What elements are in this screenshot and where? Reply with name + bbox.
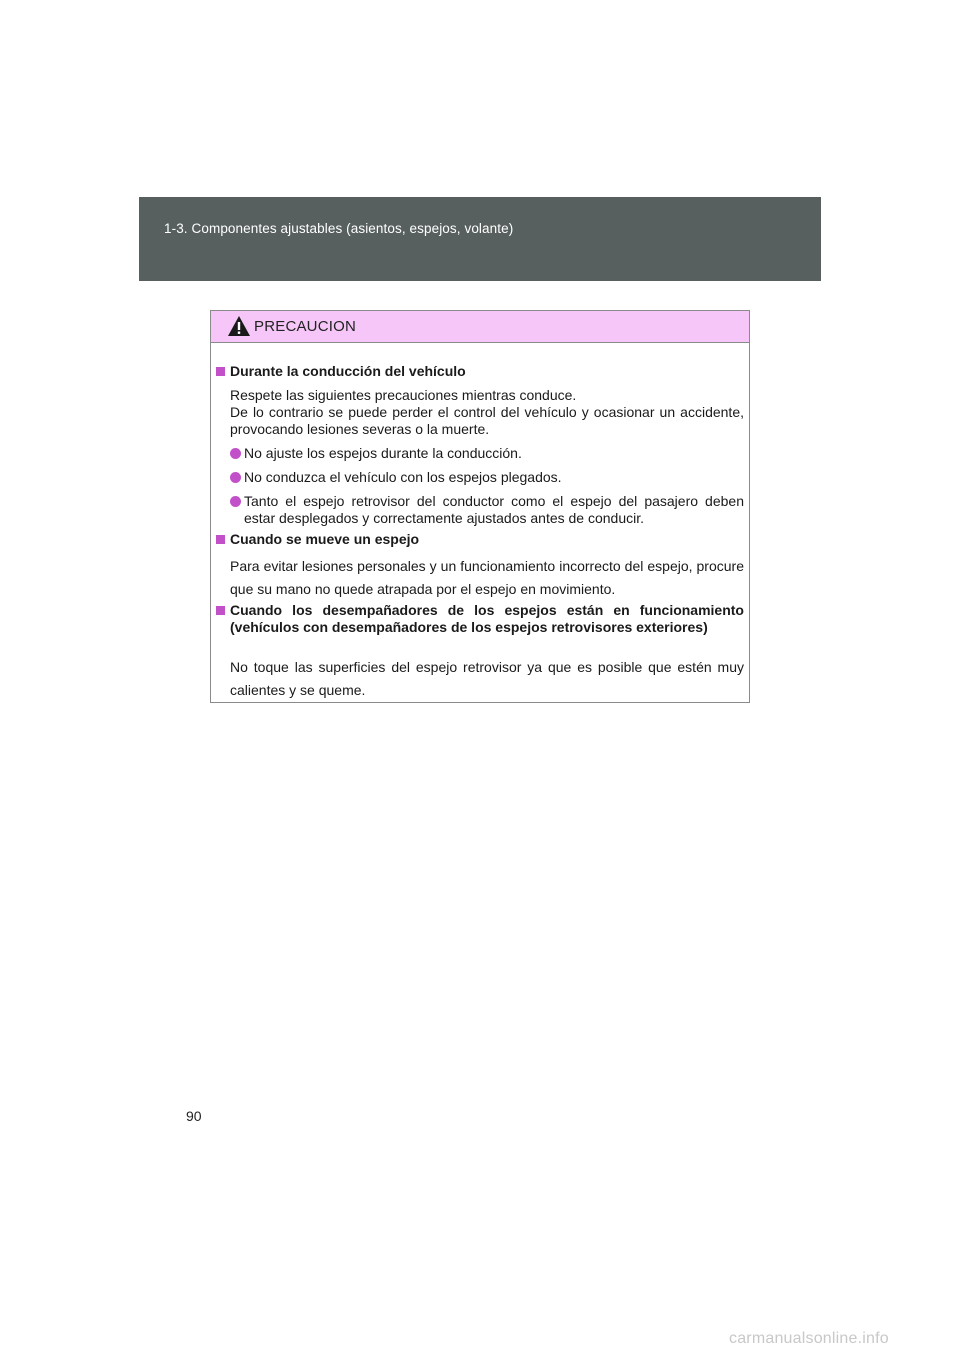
list-item — [230, 469, 744, 486]
driving-paragraph-1: Respete las siguientes precauciones mientras conduce. — [230, 387, 577, 403]
caution-box — [210, 310, 750, 703]
section-heading-driving: Durante la conducción del vehículo — [230, 363, 466, 379]
section-heading-moving-mirror: Cuando se mueve un espejo — [230, 531, 420, 547]
bullet-text: No ajuste los espejos durante la conducción. — [244, 445, 522, 461]
caution-header — [211, 311, 749, 343]
moving-mirror-paragraph: Para evitar lesiones personales y un funcionamiento incorrecto del espejo, procure que su mano no quede atrapada por el espejo en movimiento. — [230, 558, 744, 597]
defoggers-paragraph: No toque las superficies del espejo retrovisor ya que es posible que estén muy calientes y se queme. — [230, 659, 744, 698]
list-item — [230, 445, 744, 462]
square-bullet-icon — [216, 606, 225, 615]
section-title: 1-3. Componentes ajustables (asientos, espejos, volante) — [164, 221, 514, 236]
bullet-text: No conduzca el vehículo con los espejos plegados. — [244, 469, 562, 485]
bullet-text: Tanto el espejo retrovisor del conductor como el espejo del pasajero deben estar desplegados y correctamente ajustados antes de conducir. — [244, 493, 744, 526]
warning-triangle-icon — [227, 315, 251, 337]
watermark: carmanualsonline.info — [729, 1330, 889, 1347]
section-header-band — [139, 197, 821, 281]
driving-paragraph-2: De lo contrario se puede perder el control del vehículo y ocasionar un accidente, provocando lesiones severas o la muerte. — [230, 404, 744, 437]
round-bullet-icon — [230, 496, 241, 507]
round-bullet-icon — [230, 448, 241, 459]
section-heading-defoggers: Cuando los desempañadores de los espejos están en funcionamiento (vehículos con desempañadores de los espejos retrovisores exteriores) — [230, 602, 744, 635]
round-bullet-icon — [230, 472, 241, 483]
page-number: 90 — [186, 1108, 202, 1124]
caution-title: PRECAUCION — [254, 318, 357, 335]
square-bullet-icon — [216, 535, 225, 544]
square-bullet-icon — [216, 367, 225, 376]
list-item — [230, 493, 744, 527]
